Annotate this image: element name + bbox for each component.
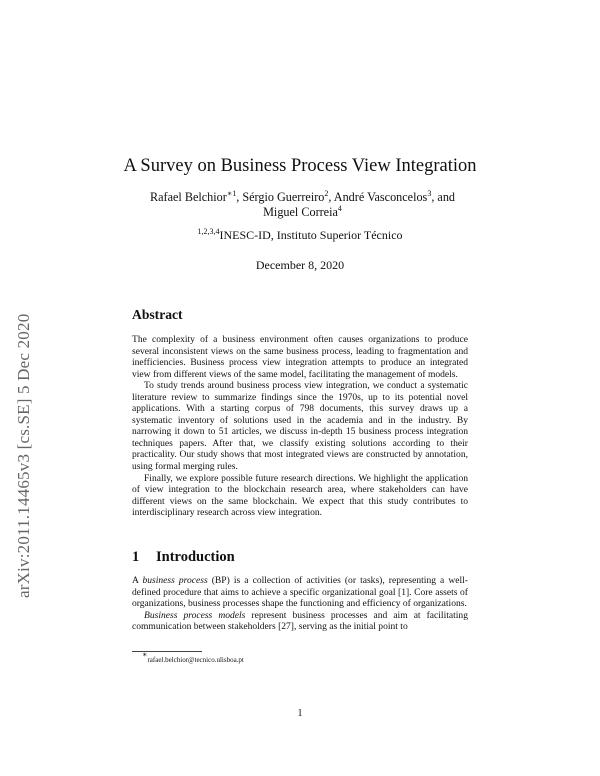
author-mark: 3 — [427, 189, 432, 198]
paper-title: A Survey on Business Process View Integration — [123, 156, 477, 176]
abstract-body — [132, 334, 468, 519]
author-name: André Vasconcelos — [333, 190, 428, 204]
footnote — [142, 650, 244, 664]
intro-text: represent business processes and aim at facilitating communication between stakeholders [27], serving as the initial point to — [132, 609, 468, 632]
intro-paragraph — [132, 610, 468, 633]
author-mark: 4 — [337, 203, 342, 213]
intro-body — [132, 575, 468, 633]
emphasized-term: Business process models — [144, 609, 246, 621]
section-number: 1 — [132, 549, 140, 565]
section-heading — [132, 549, 235, 566]
abstract-paragraph: To study trends around business process view integration, we conduct a systematic literature review to summarize findings since the 1970s, up to its potential novel applications. With a starting corpus of 798 documents, this survey draws up a systematic inventory of solutions used in the academia and in the industry. By narrowing it down to 51 articles, we discuss in-depth 15 business process integration techniques papers. After that, we classify existing solutions according to their practicality. Our study shows that most integrated views are constructed by annotation, using formal merging rules. — [132, 380, 468, 473]
author-list: Rafael Belchior$^{∗1}$, Sérgio Guerreiro$^2$, André Vasconcelos$^3$, and Miguel Correia$^4$ — [149, 189, 456, 219]
publication-date: December 8, 2020 — [255, 258, 345, 272]
intro-paragraph: A business process (BP) is a collection of activities (or tasks), representing a well-defined procedure that aims to achieve a specific organizational goal [1]. Core assets of organizations, business processes shape the functioning and efficiency of organizations. — [132, 575, 468, 609]
emphasized-term: business process — [142, 575, 208, 586]
footnote-email: rafael.belchior@tecnico.ulisboa.pt — [147, 656, 244, 664]
author-name: Miguel Correia — [263, 204, 338, 219]
affiliation-text: INESC-ID, Instituto Superior Técnico — [219, 228, 403, 242]
abstract-paragraph: The complexity of a business environment often causes organizations to produce several inconsistent views on the same business process, leading to fragmentation and inefficiencies. Business process view integration attempts to produce an integrated view from different views of the same model, facilitating the management of models. — [132, 334, 468, 380]
section-title: Introduction — [156, 549, 235, 565]
footnote-mark: ∗ — [142, 650, 148, 659]
author-name: Sérgio Guerreiro — [242, 190, 325, 204]
affiliation-marks: 1,2,3,4 — [197, 227, 220, 236]
arxiv-identifier: arXiv:2011.14465v3 [cs.SE] 5 Dec 2020 — [14, 313, 33, 598]
author-mark: ∗1 — [226, 189, 237, 198]
affiliation — [0, 228, 600, 243]
page-number: 1 — [297, 708, 303, 719]
abstract-paragraph: Finally, we explore possible future research directions. We highlight the application of view integration to the blockchain research area, where stakeholders can have different views on the same blockchain. We expect that this study contributes to interdisciplinary research across view integration. — [132, 472, 468, 519]
author-mark: 2 — [324, 189, 329, 198]
intro-text: (BP) is a collection of activities (or tasks), representing a well-defined procedure that aims to achieve a specific organizational goal [1]. Core assets of organizations, business processes shape the functioning and efficiency of organizations. — [132, 575, 468, 609]
author-name: Rafael Belchior — [149, 190, 227, 204]
abstract-heading: Abstract — [132, 307, 183, 322]
